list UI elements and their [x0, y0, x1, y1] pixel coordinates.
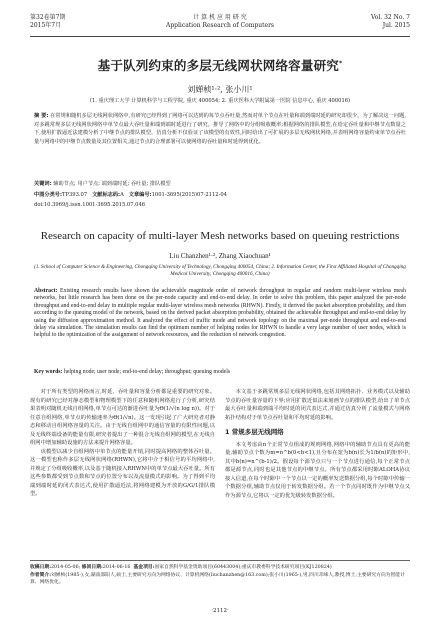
fund-text: 国家自然科学基金资助项目(60443004);重庆市教委科学技术研究项目(KJ120824) [154, 565, 332, 570]
affiliation-cn: (1. 重庆理工大学 计算机科学与工程学院, 重庆 400054; 2. 重庆医科大学附属第一医院 信息中心, 重庆 400016) [89, 98, 351, 104]
clc-label: 中图分类号: [34, 192, 63, 198]
header-date: 2015年7月 [30, 22, 62, 29]
keywords-cn-text: 辅助节点; 用户节点; 端到端时延; 吞吐量; 排队模型 [53, 181, 171, 187]
paper-title-cn [30, 56, 410, 74]
paper-title-en: Research on capacity of multi-layer Mesh networks based on queuing restrictions [40, 230, 400, 242]
section-heading: 1 常规多层无线网络 [225, 428, 284, 436]
abstract-en-text: Existing research results have shown the achievable magnitude order of network throughput in regular and random multi-layer wireless mesh networks, but little research has been done on the per-node capacity and end-to-end delay. In order to solve this problem, this paper analyzed the per-node throughput and end-to-end delay in multiple regular multi-layer wireless mesh networks (RHWN). Firstly, it derived the packet absorption probability, and then according to the queuing model of the network, based on the derived packet absorption probability, obtained the achievable throughput and end-to-end delay by using the diffusion approximation method. It analyzed the effect of traffic mode and network topology on the maximal per-node throughput and end-to-end delay via simulation. The simulation results can find the optimum number of helping nodes for RHWN to handle a very large number of user nodes, which is helpful to the optimization of the assignment of network resources, and the reduction of network congestion. [34, 288, 406, 339]
header-journal-en: Application Research of Computers [165, 22, 275, 29]
abstract-en [34, 288, 406, 340]
received-date: 2014-05-06 [50, 565, 79, 570]
keywords-cn [34, 180, 406, 189]
affiliation-en: (1. School of Computer Science & Engineering, Chongqing University of Technology, Chongqing 400054, China; 2. Information Center, the First Affiliated Hospital of Chongqing Medical University, Chongqing 400016, China) [34, 264, 406, 277]
keywords-en-text: helping node; user node; end-to-end delay; throughput; queuing models [63, 369, 231, 375]
authors-cn: 刘婵桢¹·², 张小川¹ [187, 85, 253, 94]
doc-code-value: A [120, 192, 124, 198]
body-paragraph: 本文考虑由n个正常节点组成的规则网络,网络中的辅助节点具有更高的能量,辅助节点个数为m=n^b(0<b<1),且分布在宽为b(n)长为1/b(n)的矩形中,其中b(n)=n^(b-1)/2。假设每个源节点只与一个节点进行通信,每个正常节点都是源节点,同时也是其他节点的中继节点。所有节点都采用时隙ALOHA协议接入信道,在每个时隙中一个节点以一定的概率发送数据分组,每个时隙中传输一个数据分组,辅助节点仅用于转发数据分组。若一个节点同时既作为中继节点又作为源节点,它将以一定的优先级转发数据分组。 [225, 441, 410, 499]
authors-en: Liu Chanzhen¹·², Zhang Xiaochuan¹ [169, 252, 271, 260]
received-label: 收稿日期: [30, 564, 51, 570]
abstract-cn-text: 在常规和随机多层无线网状网络中,有研究已经得到了网络可以达到的每节点吞吐量,然而对单个节点在吐量和端到端时延的研究却很少。为了解决这一问题,对多跳常规多层无线网状网络中单节点最大吞吐量和端到端时延进行了研究。推导了网络中的分组吸收概率;根据网络的排队模型,在给定吞吐量和中继节点数量之下,使用扩散逼近法建模分析了中继节点的排队模型。仿真分析不仅验证了该模型的有效性,同时给出了可扩展的多层无线网状网络,并表明网络容量约束单节点吞吐量与网络中的中继节点数量及其位置相关,通过节点的合理部署可以使网络的吞吐量和时延得到优化。 [34, 113, 406, 145]
title-footnote-mark: * [338, 59, 343, 67]
header-journal-name [30, 14, 410, 30]
header-vol-en: Vol. 32 No. 7 [370, 14, 410, 21]
title-cn-text: 基于队列约束的多层无线网状网络容量研究 [97, 58, 339, 73]
page-number: ·2112· [211, 608, 229, 614]
body-paragraph: 本文基于多跳常规多层无线网状网络,包括其网络拓扑、业务模式以及辅助节点的吞吐量容量的下界;应用扩散近似法来刻画节点的排队模型,给出了单节点最大吞吐量和端到端平均时延的闭式表达式,并通过仿真分析了流量模式与网络拓扑结构对于单节点吞吐量和平均时延的影响。 [225, 389, 410, 421]
footnote-author [30, 572, 410, 587]
classification-line [34, 191, 406, 200]
header-volume: 第32卷第7期 [30, 14, 66, 21]
body-paragraph: 该模型以减少自组网络中单节点的能量开销,同时提高网络的整体吞吐量。这一模型也称作多层无线网状网络(RHWN),它将中介于相信号的平均网络中,并规定了分组吸收概率,以及基于随机接入RHWN中的单节点最大吞吐量。所有这些参数都受到节点数和节点的位置分布以及流量模式的影响。为了得到平均端到端时延的闭式表达式,使用扩散逼近法,将网络建模为开放的G/G/1排队模型。 [30, 448, 215, 497]
body-paragraph: 对于所有类型的网络而言,时延、吞吐量和容量分析都是重要的研究对象。现有的研究已经对静态模型和物理模型下的任意和随机网络进行了分析,研究结果表明对随机无线自组网络,单节点可达的渐进吞吐量为Θ(1/√(n log n))。对于任意自组网络,单节点的传输速率为Θ(1/√n)。这一发现引起了广大研究者对静态和移动自组网络容量的关注。由于无线自组网中的通信容量的有限性问题,以及无线终端设备的能量有限,研究者提出了一种混合无线自组网的模型,在无线自组网中增加辅助设施的方法来提升网络容量。 [30, 389, 215, 446]
keywords-en [34, 369, 406, 376]
article-number-value: 1001-3695(2015)07-2112-04 [151, 192, 227, 198]
abstract-cn-label: 摘 要: [34, 113, 49, 119]
clc-value: TP393.07 [62, 192, 88, 198]
abstract-cn [34, 112, 406, 146]
journal-header [30, 14, 410, 37]
revised-label: 修回日期: [81, 564, 103, 570]
article-number-label: 文章编号: [128, 192, 152, 198]
author-bio-text: 刘婵桢(1985-),女,湖南邵阳人,硕士,主要研究方向为网络协议、计算机网络(liuchanzhen@163.com);张小川(1965-),男,四川邛崃人,教授,博士,主要研究方向为智能计算、网络优化。 [30, 572, 405, 585]
header-journal-cn: 计 算 机 应 用 研 究 [193, 14, 247, 21]
doi-line: doi:10.3969/j.issn.1001-3695.2015.07.046 [34, 202, 146, 208]
keywords-en-label: Key words: [34, 369, 63, 375]
revised-date: 2014-06-16 [102, 565, 131, 570]
abstract-en-label: Abstract: [34, 288, 58, 294]
keywords-cn-label: 关键词: [34, 181, 52, 187]
body-column-left [30, 388, 215, 499]
fund-label: 基金项目: [133, 564, 155, 570]
body-column-right [225, 388, 410, 500]
header-volume-en [371, 14, 410, 30]
doc-code-label: 文献标志码: [92, 192, 121, 198]
header-date-en: Jul. 2015 [382, 22, 410, 29]
author-bio-label: 作者简介: [30, 571, 51, 578]
footnote-dates: 收稿日期:2014-05-06; 修回日期:2014-06-16 基金项目:国家自然科学基金资助项目(60443004);重庆市教委科学技术研究项目(KJ120824) [30, 564, 332, 570]
footnote-block [30, 560, 410, 586]
